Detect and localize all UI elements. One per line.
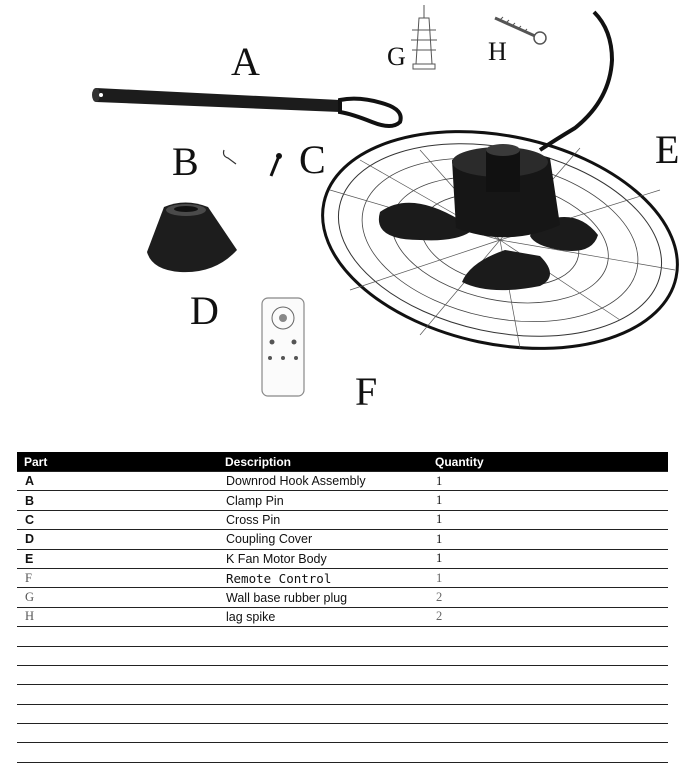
part-cell: F xyxy=(17,568,218,587)
empty-row xyxy=(17,724,668,743)
part-cell: D xyxy=(17,530,218,549)
label-b: B xyxy=(172,139,199,184)
empty-row xyxy=(17,627,668,646)
empty-row xyxy=(17,646,668,665)
quantity-cell: 2 xyxy=(428,607,668,626)
part-cell: B xyxy=(17,491,218,510)
label-g: G xyxy=(387,42,406,71)
table-header-row xyxy=(17,452,668,472)
empty-row xyxy=(17,685,668,704)
description-cell: Coupling Cover xyxy=(218,530,428,549)
description-cell: Clamp Pin xyxy=(218,491,428,510)
table-row xyxy=(17,607,668,626)
empty-row xyxy=(17,665,668,684)
table-row xyxy=(17,530,668,549)
rubber-plug-image xyxy=(411,5,437,69)
table-row xyxy=(17,568,668,587)
label-a: A xyxy=(231,39,260,84)
description-cell: Downrod Hook Assembly xyxy=(218,472,428,491)
description-cell: lag spike xyxy=(218,607,428,626)
label-h: H xyxy=(488,37,507,66)
part-cell: E xyxy=(17,549,218,568)
label-c: C xyxy=(299,137,326,182)
table-row xyxy=(17,491,668,510)
downrod-hook-assembly-image xyxy=(92,88,401,126)
quantity-cell: 1 xyxy=(428,472,668,491)
quantity-cell: 1 xyxy=(428,568,668,587)
quantity-cell: 2 xyxy=(428,588,668,607)
description-cell: Remote Control xyxy=(218,568,428,587)
header-quantity: Quantity xyxy=(428,452,668,472)
label-d: D xyxy=(190,288,219,333)
label-f: F xyxy=(355,369,378,414)
remote-control-image xyxy=(262,298,304,396)
header-description: Description xyxy=(218,452,428,472)
description-cell: K Fan Motor Body xyxy=(218,549,428,568)
table-row xyxy=(17,588,668,607)
quantity-cell: 1 xyxy=(428,530,668,549)
quantity-cell: 1 xyxy=(428,491,668,510)
quantity-cell: 1 xyxy=(428,510,668,529)
parts-list-table xyxy=(17,452,668,763)
part-cell: C xyxy=(17,510,218,529)
part-cell: H xyxy=(17,607,218,626)
quantity-cell: 1 xyxy=(428,549,668,568)
empty-row xyxy=(17,743,668,762)
part-cell: G xyxy=(17,588,218,607)
clamp-pin-image xyxy=(224,150,237,164)
fan-motor-body-image xyxy=(302,12,692,379)
part-cell: A xyxy=(17,472,218,491)
table-row xyxy=(17,510,668,529)
description-cell: Cross Pin xyxy=(218,510,428,529)
coupling-cover-image xyxy=(147,203,237,273)
table-row xyxy=(17,549,668,568)
description-cell: Wall base rubber plug xyxy=(218,588,428,607)
header-part: Part xyxy=(17,452,218,472)
table-row xyxy=(17,472,668,491)
label-e: E xyxy=(655,127,680,172)
cross-pin-image xyxy=(271,153,282,176)
empty-row xyxy=(17,704,668,723)
